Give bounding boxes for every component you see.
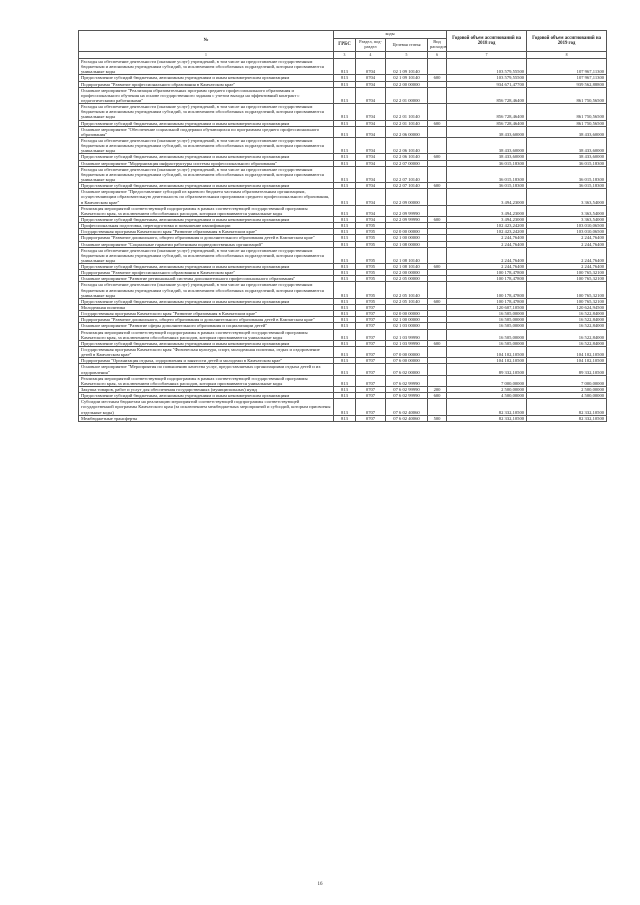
- cell-expense-type: [428, 166, 447, 182]
- cell-target-article: 02 2 09 99990: [386, 216, 428, 222]
- cell-expense-type: [428, 126, 447, 137]
- header-year-2018: Годовой объем ассигнований на 2018 год: [447, 31, 527, 52]
- row-name: Расходы на обеспечение деятельности (оказание услуг) учреждений, в том числе на предоставление государственным бюджетным и автономным учреждениям субсидий, за исключением обособленных подразделений, которым присваиваются уникальные коды: [79, 59, 334, 75]
- cell-amount-2019: 38 433,60000: [527, 137, 607, 153]
- cell-section: 0707: [356, 329, 386, 340]
- cell-amount-2019: 2 244,76400: [527, 264, 607, 270]
- cell-section: 0704: [356, 137, 386, 153]
- cell-amount-2019: 16 522,84000: [527, 317, 607, 323]
- cell-grbs: 813: [334, 415, 356, 421]
- cell-target-article: 02 1 00 00000: [386, 235, 428, 241]
- cell-amount-2019: 16 522,84000: [527, 311, 607, 317]
- cell-target-article: 02 2 09 99990: [386, 205, 428, 216]
- table-row: [79, 87, 607, 103]
- cell-amount-2018: 2 244,76400: [447, 235, 527, 241]
- cell-target-article: 07 6 00 00000: [386, 358, 428, 364]
- cell-expense-type: [428, 399, 447, 415]
- header-year-2019: Годовой объем ассигнований на 2019 год: [527, 31, 607, 52]
- cell-target-article: 02 1 03 99990: [386, 340, 428, 346]
- cell-amount-2018: 38 433,60000: [447, 137, 527, 153]
- cell-grbs: 813: [334, 399, 356, 415]
- cell-expense-type: 200: [428, 387, 447, 393]
- cell-expense-type: [428, 375, 447, 386]
- cell-grbs: 813: [334, 276, 356, 282]
- cell-amount-2019: 107 967,11300: [527, 75, 607, 81]
- cell-grbs: 813: [334, 317, 356, 323]
- cell-amount-2019: 103 010,06500: [527, 223, 607, 229]
- cell-amount-2018: 102 423,24200: [447, 229, 527, 235]
- table-row: [79, 282, 607, 298]
- column-number: 6: [428, 52, 447, 59]
- cell-section: 0704: [356, 104, 386, 120]
- cell-grbs: 813: [334, 104, 356, 120]
- cell-target-article: 02 2 01 10140: [386, 120, 428, 126]
- cell-amount-2018: 100 178,47800: [447, 282, 527, 298]
- cell-target-article: 02 1 03 00000: [386, 323, 428, 329]
- cell-grbs: 813: [334, 375, 356, 386]
- cell-amount-2019: 103 010,06500: [527, 229, 607, 235]
- cell-amount-2019: 36 015,18300: [527, 166, 607, 182]
- cell-grbs: 813: [334, 298, 356, 304]
- cell-section: 0705: [356, 264, 386, 270]
- cell-target-article: 02 1 09 10140: [386, 59, 428, 75]
- cell-section: 0707: [356, 311, 386, 317]
- cell-amount-2019: 2 244,76400: [527, 235, 607, 241]
- row-name: Расходы на обеспечение деятельности (оказание услуг) учреждений, в том числе на предоставление государственным бюджетным и автономным учреждениям субсидий, за исключением обособленных подразделений, которым присваиваются уникальные коды: [79, 104, 334, 120]
- cell-grbs: 813: [334, 166, 356, 182]
- cell-expense-type: 600: [428, 216, 447, 222]
- cell-section: 0707: [356, 358, 386, 364]
- cell-target-article: 02 2 07 00000: [386, 160, 428, 166]
- cell-amount-2018: 3 494,23000: [447, 189, 527, 205]
- row-name: Реализация мероприятий соответствующей подпрограммы в рамках соответствующей государственной программы Камчатского края, за исключением обособленных расходов, которым присваиваются уникальные коды: [79, 205, 334, 216]
- cell-target-article: 02 1 08 10140: [386, 247, 428, 263]
- cell-section: 0704: [356, 87, 386, 103]
- cell-amount-2019: 2 244,76400: [527, 241, 607, 247]
- budget-table: [78, 30, 607, 422]
- cell-grbs: 813: [334, 235, 356, 241]
- cell-amount-2019: 4 500,00000: [527, 393, 607, 399]
- row-name: Предоставление субсидий бюджетным, автономным учреждениям и иным некоммерческим организациям: [79, 75, 334, 81]
- cell-amount-2018: 16 505,00000: [447, 317, 527, 323]
- cell-amount-2019: 82 332,10500: [527, 415, 607, 421]
- row-name: Подпрограмма "Развитие профессионального образования в Камчатском крае": [79, 81, 334, 87]
- cell-grbs: 813: [334, 189, 356, 205]
- row-name: Предоставление субсидий бюджетным, автономным учреждениям и иным некоммерческим организациям: [79, 120, 334, 126]
- row-name: Предоставление субсидий бюджетным, автономным учреждениям и иным некоммерческим организациям: [79, 340, 334, 346]
- cell-target-article: 02 2 01 10140: [386, 104, 428, 120]
- table-body: [79, 52, 607, 422]
- table-row: [79, 166, 607, 182]
- cell-section: 0705: [356, 270, 386, 276]
- row-name: Основное мероприятие "Обеспечение социальной поддержки обучающихся по программам среднего профессионального образования": [79, 126, 334, 137]
- cell-amount-2019: 16 522,84000: [527, 329, 607, 340]
- table-row: [79, 399, 607, 415]
- cell-expense-type: [428, 189, 447, 205]
- cell-target-article: 02 2 07 10140: [386, 166, 428, 182]
- cell-target-article: 02 2 00 00000: [386, 81, 428, 87]
- cell-target-article: 07 6 02 40060: [386, 399, 428, 415]
- cell-expense-type: [428, 87, 447, 103]
- cell-target-article: 02 1 08 10140: [386, 264, 428, 270]
- cell-section: 0704: [356, 126, 386, 137]
- cell-expense-type: [428, 364, 447, 375]
- cell-section: 0705: [356, 298, 386, 304]
- cell-amount-2019: 36 015,18300: [527, 160, 607, 166]
- cell-target-article: 02 0 00 00000: [386, 229, 428, 235]
- cell-grbs: 813: [334, 358, 356, 364]
- column-number: 8: [527, 52, 607, 59]
- page-number: 16: [317, 882, 323, 887]
- cell-grbs: 813: [334, 329, 356, 340]
- row-name: Предоставление субсидий бюджетным, автономным учреждениям и иным некоммерческим организациям: [79, 216, 334, 222]
- cell-section: 0704: [356, 75, 386, 81]
- cell-amount-2019: 939 562,88800: [527, 81, 607, 87]
- cell-expense-type: 600: [428, 183, 447, 189]
- row-name: Субсидии местным бюджетам на реализацию мероприятий соответствующей подпрограммы соответствующей государственной программы Камчатского края (за исключением межбюджетных мероприятий и субсидий, которым присвоены отдельные коды): [79, 399, 334, 415]
- row-name: Основное мероприятие "Социальные гарантии работникам подведомственных организаций": [79, 241, 334, 247]
- row-name: Подпрограмма "Развитие профессионального образования в Камчатском крае": [79, 270, 334, 276]
- row-name: Основное мероприятие "Модернизация инфраструктуры системы профессионального образования": [79, 160, 334, 166]
- cell-section: 0705: [356, 276, 386, 282]
- column-number: 7: [447, 52, 527, 59]
- cell-amount-2018: 100 178,47800: [447, 270, 527, 276]
- cell-section: 0704: [356, 216, 386, 222]
- cell-expense-type: 600: [428, 75, 447, 81]
- cell-amount-2019: 861 750,56500: [527, 120, 607, 126]
- table-row: [79, 126, 607, 137]
- cell-amount-2018: 16 505,00000: [447, 329, 527, 340]
- cell-section: 0704: [356, 120, 386, 126]
- table-row: [79, 104, 607, 120]
- cell-target-article: 02 2 06 00000: [386, 126, 428, 137]
- cell-expense-type: 600: [428, 120, 447, 126]
- cell-target-article: 07 6 02 99990: [386, 375, 428, 386]
- cell-amount-2019: 16 522,84000: [527, 323, 607, 329]
- cell-section: 0704: [356, 154, 386, 160]
- cell-section: 0707: [356, 364, 386, 375]
- cell-amount-2019: 38 433,60000: [527, 154, 607, 160]
- cell-section: 0705: [356, 282, 386, 298]
- header-section: Раздел, под-раздел: [356, 39, 386, 52]
- table-row: [79, 137, 607, 153]
- cell-amount-2019: 100 765,32100: [527, 282, 607, 298]
- cell-amount-2018: 38 433,60000: [447, 154, 527, 160]
- cell-amount-2018: 16 505,00000: [447, 311, 527, 317]
- cell-amount-2019: 3 363,54000: [527, 205, 607, 216]
- cell-amount-2018: 36 015,18300: [447, 183, 527, 189]
- cell-grbs: 813: [334, 241, 356, 247]
- cell-grbs: 813: [334, 347, 356, 358]
- cell-grbs: 813: [334, 137, 356, 153]
- cell-expense-type: 600: [428, 393, 447, 399]
- cell-amount-2019: 861 750,56500: [527, 87, 607, 103]
- cell-expense-type: 600: [428, 340, 447, 346]
- table-row: [79, 329, 607, 340]
- cell-amount-2018: 103 579,55500: [447, 75, 527, 81]
- row-name: Реализация мероприятий соответствующей подпрограммы в рамках соответствующей государственной программы Камчатского края, за исключением обособленных расходов, которым присваиваются уникальные коды: [79, 329, 334, 340]
- cell-expense-type: 600: [428, 264, 447, 270]
- cell-amount-2018: 82 332,10500: [447, 415, 527, 421]
- cell-amount-2019: 3 363,54000: [527, 216, 607, 222]
- cell-target-article: 02 2 06 10140: [386, 137, 428, 153]
- cell-amount-2018: 100 178,47800: [447, 298, 527, 304]
- cell-amount-2018: 100 178,47800: [447, 276, 527, 282]
- header-grbs: ГРБС: [334, 39, 356, 52]
- cell-grbs: 813: [334, 81, 356, 87]
- cell-amount-2018: 89 332,10500: [447, 364, 527, 375]
- cell-expense-type: [428, 329, 447, 340]
- table-row: [79, 364, 607, 375]
- cell-amount-2018: 102 423,24200: [447, 223, 527, 229]
- cell-amount-2019: 104 102,10500: [527, 347, 607, 358]
- cell-target-article: 07 0 00 00000: [386, 347, 428, 358]
- cell-amount-2018: 2 244,76400: [447, 247, 527, 263]
- cell-amount-2018: 104 102,10500: [447, 347, 527, 358]
- row-name: Основное мероприятие "Предоставление субсидий из краевого бюджета частным образовательным организациям, осуществляющим образовательную деятельность по образовательным программам среднего профессионального образования, в Камчатском крае": [79, 189, 334, 205]
- row-name: Подпрограмма "Развитие дошкольного, общего образования и дополнительного образования детей в Камчатском крае": [79, 235, 334, 241]
- cell-section: 0704: [356, 183, 386, 189]
- cell-amount-2019: 100 765,32100: [527, 276, 607, 282]
- cell-section: 0707: [356, 387, 386, 393]
- row-name: Расходы на обеспечение деятельности (оказание услуг) учреждений, в том числе на предоставление государственным бюджетным и автономным учреждениям субсидий, за исключением обособленных подразделений, которым присваиваются уникальные коды: [79, 166, 334, 182]
- cell-section: 0707: [356, 375, 386, 386]
- cell-grbs: 813: [334, 270, 356, 276]
- cell-grbs: 813: [334, 160, 356, 166]
- table-row: [79, 59, 607, 75]
- cell-grbs: 813: [334, 154, 356, 160]
- cell-amount-2018: 3 494,23000: [447, 205, 527, 216]
- cell-amount-2018: 82 332,10500: [447, 399, 527, 415]
- cell-target-article: 07 6 02 99990: [386, 387, 428, 393]
- cell-grbs: 813: [334, 393, 356, 399]
- table-row: [79, 347, 607, 358]
- cell-grbs: 813: [334, 120, 356, 126]
- column-number: 1: [79, 52, 334, 59]
- cell-amount-2019: 38 433,60000: [527, 126, 607, 137]
- cell-amount-2019: 16 522,84000: [527, 340, 607, 346]
- row-name: Молодежная политика: [79, 305, 334, 311]
- cell-expense-type: [428, 247, 447, 263]
- cell-grbs: 813: [334, 216, 356, 222]
- cell-grbs: 813: [334, 387, 356, 393]
- table-row: [79, 247, 607, 263]
- cell-amount-2019: 2 500,00000: [527, 387, 607, 393]
- cell-target-article: 02 2 05 00000: [386, 276, 428, 282]
- cell-amount-2018: 2 500,00000: [447, 387, 527, 393]
- cell-section: 0707: [356, 393, 386, 399]
- cell-section: 0707: [356, 415, 386, 421]
- cell-section: 0705: [356, 223, 386, 229]
- cell-amount-2018: 120 607,10500: [447, 305, 527, 311]
- cell-section: 0707: [356, 317, 386, 323]
- cell-amount-2018: 103 579,55500: [447, 59, 527, 75]
- cell-expense-type: 500: [428, 415, 447, 421]
- cell-grbs: 813: [334, 223, 356, 229]
- row-name: Предоставление субсидий бюджетным, автономным учреждениям и иным некоммерческим организациям: [79, 154, 334, 160]
- cell-target-article: 07 6 02 40060: [386, 415, 428, 421]
- column-numbers-row: [79, 52, 607, 59]
- column-number: 5: [386, 52, 428, 59]
- cell-expense-type: 600: [428, 298, 447, 304]
- cell-target-article: 02 0 00 00000: [386, 311, 428, 317]
- table-header: [79, 31, 607, 52]
- cell-section: 0707: [356, 347, 386, 358]
- cell-section: 0704: [356, 59, 386, 75]
- cell-amount-2019: 100 765,32100: [527, 270, 607, 276]
- cell-target-article: 02 2 07 10140: [386, 183, 428, 189]
- cell-grbs: 813: [334, 205, 356, 216]
- header-number: №: [79, 31, 334, 52]
- cell-target-article: 02 1 03 99990: [386, 329, 428, 340]
- cell-target-article: 02 1 08 00000: [386, 241, 428, 247]
- cell-section: 0707: [356, 305, 386, 311]
- cell-grbs: 813: [334, 323, 356, 329]
- cell-section: 0704: [356, 166, 386, 182]
- cell-expense-type: [428, 205, 447, 216]
- cell-target-article: 02 2 05 10140: [386, 298, 428, 304]
- cell-amount-2019: 36 015,18300: [527, 183, 607, 189]
- cell-grbs: 813: [334, 364, 356, 375]
- cell-amount-2018: 2 244,76400: [447, 264, 527, 270]
- cell-section: 0704: [356, 81, 386, 87]
- table-row: [79, 189, 607, 205]
- cell-target-article: 02 2 01 00000: [386, 87, 428, 103]
- cell-amount-2019: 107 967,11300: [527, 59, 607, 75]
- cell-amount-2018: 36 015,18300: [447, 166, 527, 182]
- cell-amount-2018: 104 102,10500: [447, 358, 527, 364]
- cell-section: 0704: [356, 160, 386, 166]
- row-name: Государственная программа Камчатского края "Развитие образования в Камчатском крае": [79, 229, 334, 235]
- header-target: Целевая статья: [386, 39, 428, 52]
- cell-grbs: 813: [334, 264, 356, 270]
- cell-amount-2018: 38 433,60000: [447, 126, 527, 137]
- row-name: Расходы на обеспечение деятельности (оказание услуг) учреждений, в том числе на предоставление государственным бюджетным и автономным учреждениям субсидий, за исключением обособленных подразделений, которым присваиваются уникальные коды: [79, 247, 334, 263]
- cell-amount-2019: 89 332,10500: [527, 364, 607, 375]
- cell-amount-2019: 120 624,94500: [527, 305, 607, 311]
- row-name: Основное мероприятие "Развитие сферы дополнительного образования и социализации детей": [79, 323, 334, 329]
- row-name: Расходы на обеспечение деятельности (оказание услуг) учреждений, в том числе на предоставление государственным бюджетным и автономным учреждениям субсидий, за исключением обособленных подразделений, которым присваиваются уникальные коды: [79, 282, 334, 298]
- cell-grbs: 813: [334, 87, 356, 103]
- cell-section: 0705: [356, 241, 386, 247]
- cell-amount-2018: 856 728,46400: [447, 87, 527, 103]
- cell-grbs: 813: [334, 183, 356, 189]
- cell-section: 0707: [356, 323, 386, 329]
- cell-section: 0705: [356, 235, 386, 241]
- table-row: [79, 375, 607, 386]
- cell-grbs: 813: [334, 340, 356, 346]
- row-name: Основное мероприятие "Реализация образовательных программ среднего профессионального образования и профессионального обучения на основе государственного задания с учетом выхода на эффективный контракт с педагогическими работниками": [79, 87, 334, 103]
- cell-amount-2018: 16 505,00000: [447, 340, 527, 346]
- cell-target-article: 07 6 02 99990: [386, 393, 428, 399]
- cell-amount-2018: 3 494,23000: [447, 216, 527, 222]
- cell-amount-2018: 16 505,00000: [447, 323, 527, 329]
- row-name: Предоставление субсидий бюджетным, автономным учреждениям и иным некоммерческим организациям: [79, 393, 334, 399]
- cell-amount-2018: 934 671,47700: [447, 81, 527, 87]
- cell-expense-type: [428, 59, 447, 75]
- cell-amount-2018: 2 244,76400: [447, 241, 527, 247]
- cell-amount-2018: 36 015,18300: [447, 160, 527, 166]
- row-name: Расходы на обеспечение деятельности (оказание услуг) учреждений, в том числе на предоставление государственным бюджетным и автономным учреждениям субсидий, за исключением обособленных подразделений, которым присваиваются уникальные коды: [79, 137, 334, 153]
- row-name: Подпрограмма "Организация отдыха, оздоровления и занятости детей и молодежи в Камчатском крае": [79, 358, 334, 364]
- cell-expense-type: 600: [428, 154, 447, 160]
- cell-grbs: 813: [334, 229, 356, 235]
- row-name: Профессиональная подготовка, переподготовка и повышение квалификации: [79, 223, 334, 229]
- row-name: Предоставление субсидий бюджетным, автономным учреждениям и иным некоммерческим организациям: [79, 264, 334, 270]
- cell-amount-2018: 856 728,46400: [447, 104, 527, 120]
- cell-section: 0704: [356, 189, 386, 205]
- cell-section: 0707: [356, 399, 386, 415]
- cell-grbs: 813: [334, 305, 356, 311]
- cell-section: 0705: [356, 247, 386, 263]
- cell-grbs: 813: [334, 59, 356, 75]
- cell-amount-2018: 856 728,46400: [447, 120, 527, 126]
- cell-target-article: 02 1 00 00000: [386, 317, 428, 323]
- cell-amount-2019: 3 363,54000: [527, 189, 607, 205]
- row-name: Предоставление субсидий бюджетным, автономным учреждениям и иным некоммерческим организациям: [79, 183, 334, 189]
- column-number: 3: [334, 52, 356, 59]
- cell-grbs: 813: [334, 282, 356, 298]
- cell-amount-2019: 82 332,10500: [527, 399, 607, 415]
- row-name: Подпрограмма "Развитие дошкольного, общего образования и дополнительного образования детей в Камчатском крае": [79, 317, 334, 323]
- cell-grbs: 813: [334, 75, 356, 81]
- row-name: Реализация мероприятий соответствующей подпрограммы в рамках соответствующей государственной программы Камчатского края, за исключением обособленных расходов, которым присваиваются уникальные коды: [79, 375, 334, 386]
- cell-amount-2019: 100 765,32100: [527, 298, 607, 304]
- cell-target-article: 07 6 02 00000: [386, 364, 428, 375]
- table-row: [79, 205, 607, 216]
- cell-grbs: 813: [334, 126, 356, 137]
- cell-amount-2018: 7 000,00000: [447, 375, 527, 386]
- header-codes: коды: [334, 31, 447, 39]
- cell-target-article: 02 2 05 10140: [386, 282, 428, 298]
- cell-section: 0707: [356, 340, 386, 346]
- cell-amount-2019: 7 000,00000: [527, 375, 607, 386]
- cell-target-article: 02 2 09 00000: [386, 189, 428, 205]
- row-name: Предоставление субсидий бюджетным, автономным учреждениям и иным некоммерческим организациям: [79, 298, 334, 304]
- row-name: Основное мероприятие "Мероприятия по повышению качества услуг, предоставляемых организациями отдыха детей и их оздоровления": [79, 364, 334, 375]
- cell-expense-type: [428, 347, 447, 358]
- cell-target-article: 02 2 00 00000: [386, 270, 428, 276]
- cell-grbs: 813: [334, 311, 356, 317]
- table-row: [79, 415, 607, 421]
- column-number: 4: [356, 52, 386, 59]
- cell-expense-type: [428, 282, 447, 298]
- cell-amount-2019: 861 750,56500: [527, 104, 607, 120]
- cell-amount-2019: 2 244,76400: [527, 247, 607, 263]
- cell-amount-2019: 104 102,10500: [527, 358, 607, 364]
- cell-amount-2018: 4 500,00000: [447, 393, 527, 399]
- cell-expense-type: [428, 104, 447, 120]
- row-name: Закупка товаров, работ и услуг для обеспечения государственных (муниципальных) нужд: [79, 387, 334, 393]
- row-name: Государственная программа Камчатского края "Физическая культура, спорт, молодежная политика, отдых и оздоровление детей в Камчатском крае": [79, 347, 334, 358]
- row-name: Государственная программа Камчатского края "Развитие образования в Камчатском крае": [79, 311, 334, 317]
- cell-section: 0704: [356, 205, 386, 216]
- row-name: Основное мероприятие "Развитие региональной системы дополнительного профессионального образования": [79, 276, 334, 282]
- cell-section: 0705: [356, 229, 386, 235]
- cell-target-article: 02 2 06 10140: [386, 154, 428, 160]
- header-expense-type: Вид расходов: [428, 39, 447, 52]
- cell-grbs: 813: [334, 247, 356, 263]
- cell-expense-type: [428, 137, 447, 153]
- row-name: Межбюджетные трансферты: [79, 415, 334, 421]
- cell-target-article: 02 1 09 10140: [386, 75, 428, 81]
